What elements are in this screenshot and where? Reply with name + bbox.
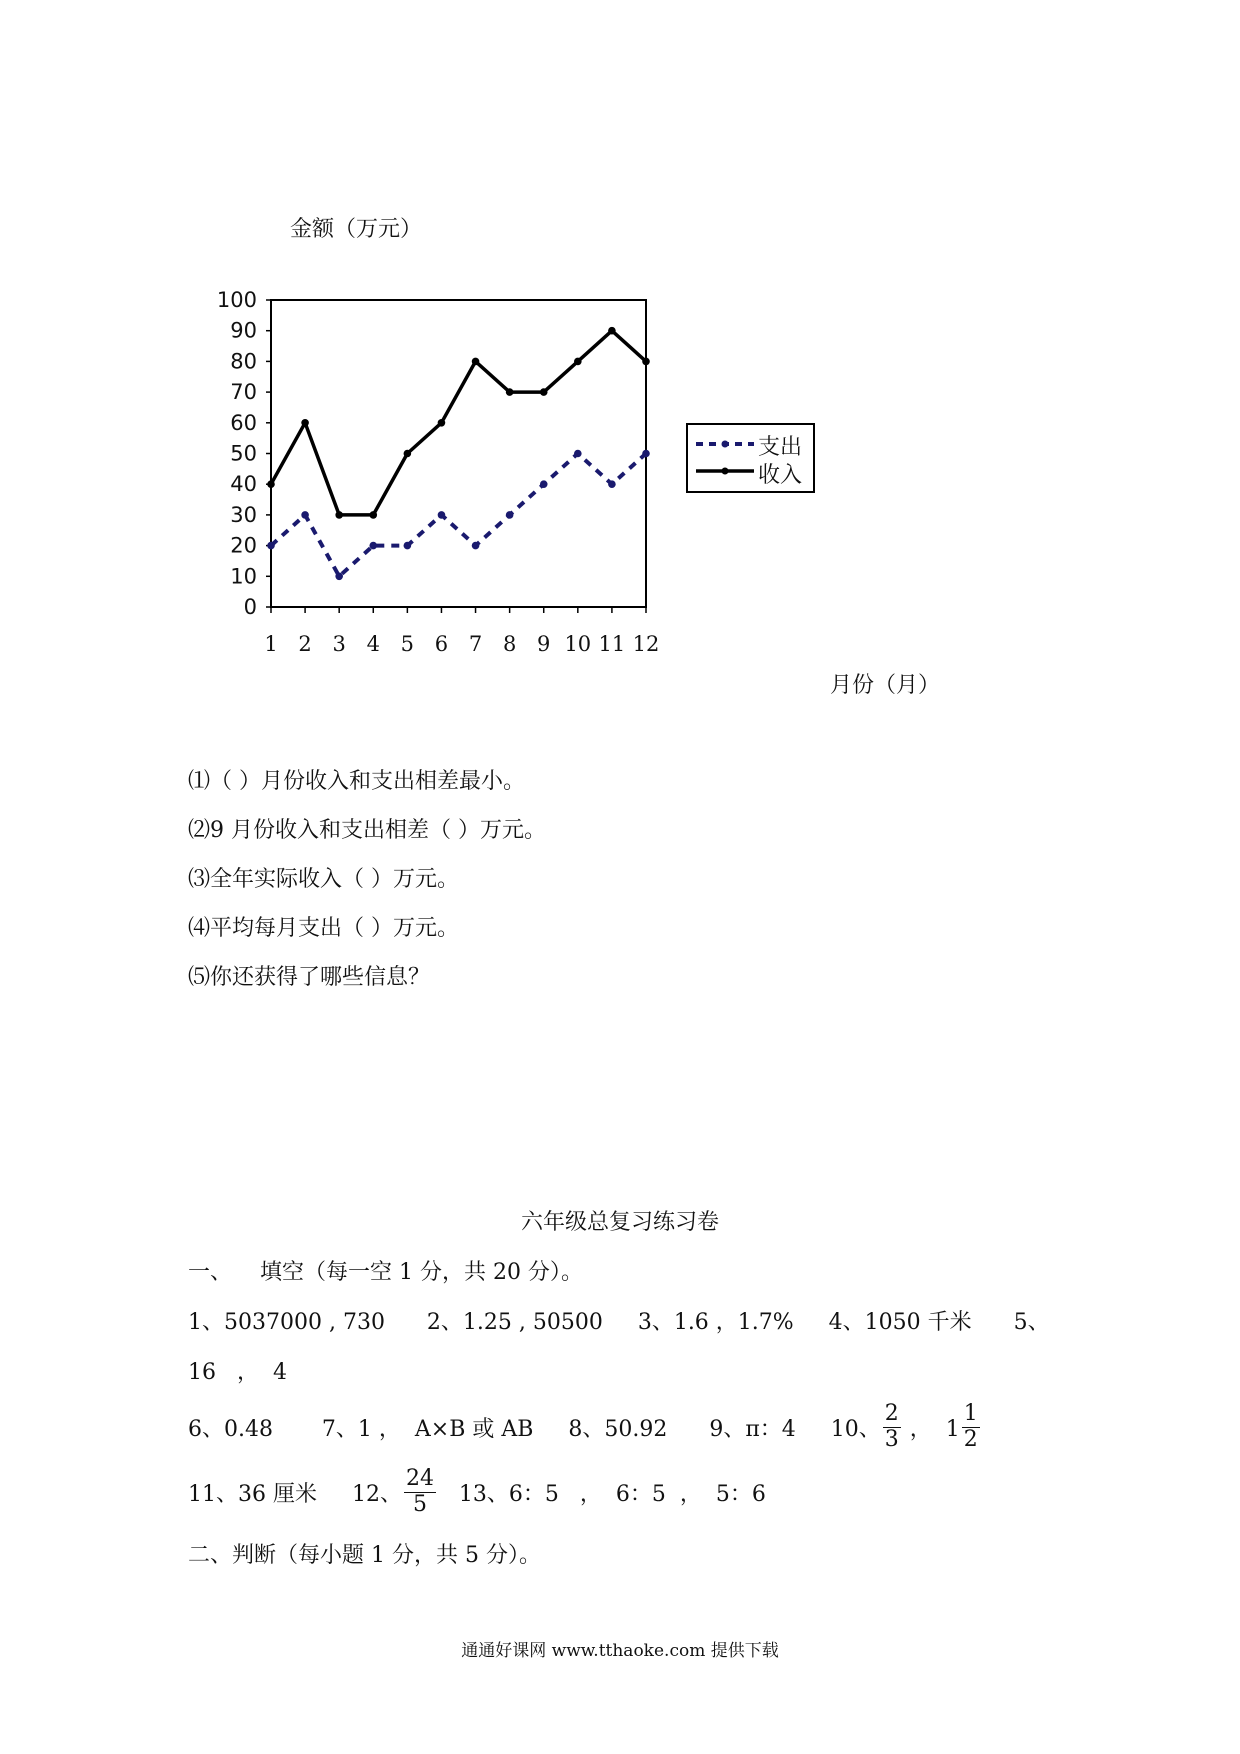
fraction-one-half: [962, 1402, 980, 1451]
y-tick-label: 30: [230, 502, 257, 527]
answer-line-4-rest: 13、6：5 ， 6：5 ， 5：6: [437, 1481, 766, 1507]
page-footer: 通通好课网 www.tthaoke.com 提供下载: [461, 1641, 779, 1661]
fraction-two-thirds: [883, 1402, 901, 1451]
x-tick-label: 11: [598, 632, 626, 656]
answer-line-1: 1、5037000 , 730 2、1.25 , 50500 3、1.6 ，1.7% 4、1050 千米 5、: [188, 1310, 1050, 1335]
fraction-twenty-four-fifths: [404, 1467, 436, 1516]
y-tick-label: 60: [230, 410, 257, 435]
x-tick-label: 7: [468, 632, 483, 656]
x-tick-label: 2: [298, 632, 312, 656]
x-tick-label: 12: [632, 632, 660, 656]
expense-point: [438, 511, 446, 519]
expense-point: [472, 542, 480, 550]
income-point: [540, 388, 548, 396]
y-tick-label: 10: [230, 564, 257, 589]
section-title: 六年级总复习练习卷: [520, 1210, 719, 1235]
x-tick-label: 5: [400, 632, 415, 656]
expense-point: [369, 542, 377, 550]
answer-line-3-text: 6、0.48 7、1 ， A×B 或 AB 8、50.92 9、π：4 10、: [188, 1416, 881, 1442]
legend-expense-label: 支出: [758, 435, 803, 460]
y-tick-label: 40: [230, 472, 257, 497]
y-tick-label: 70: [230, 380, 257, 405]
chart-y-axis-title: 金额（万元）: [290, 217, 423, 242]
expense-point: [506, 511, 514, 519]
question-1: ⑴（ ）月份收入和支出相差最小。: [188, 769, 525, 794]
income-point: [642, 358, 650, 366]
answer-line-3: [188, 1395, 982, 1459]
legend-income-marker: [722, 468, 729, 475]
income-point: [574, 358, 582, 366]
income-point: [506, 388, 514, 396]
income-point: [335, 511, 343, 519]
answer-line-3-separator: ， 1: [902, 1416, 960, 1442]
expense-point: [335, 573, 343, 581]
legend-expense-marker: [722, 441, 729, 448]
question-3: ⑶全年实际收入（ ）万元。: [188, 867, 459, 892]
chart-legend: [686, 423, 815, 493]
x-tick-label: 8: [502, 632, 517, 656]
x-tick-label: 10: [564, 632, 592, 656]
x-tick-label: 1: [264, 632, 278, 656]
y-tick-label: 90: [230, 318, 257, 343]
fraction-numerator: 2: [884, 1401, 899, 1427]
answer-line-2: 16 ， 4: [188, 1360, 287, 1385]
expense-point: [267, 542, 275, 550]
x-tick-label: 4: [366, 632, 380, 656]
answer-line-4-text: 11、36 厘米 12、: [188, 1481, 402, 1507]
y-tick-label: 80: [230, 349, 257, 374]
expense-point: [608, 480, 616, 488]
legend-income-label: 收入: [758, 463, 803, 488]
y-tick-label: 50: [230, 441, 257, 466]
fraction-denominator: 5: [412, 1491, 427, 1517]
income-point: [369, 511, 377, 519]
expense-point: [540, 480, 548, 488]
income-point: [608, 327, 616, 335]
income-point: [301, 419, 309, 427]
expense-point: [404, 542, 412, 550]
answer-line-4: [188, 1460, 766, 1524]
income-point: [267, 480, 275, 488]
fraction-denominator: 3: [884, 1426, 899, 1452]
part1-heading: 一、 填空（每一空 1 分，共 20 分）。: [188, 1260, 583, 1285]
question-5: ⑸你还获得了哪些信息？: [188, 965, 431, 990]
x-tick-label: 6: [434, 632, 449, 656]
y-tick-label: 0: [243, 595, 257, 619]
income-point: [438, 419, 446, 427]
part2-heading: 二、判断（每小题 1 分，共 5 分）。: [188, 1543, 541, 1568]
expense-point: [574, 450, 582, 458]
expense-point: [642, 450, 650, 458]
y-tick-label: 100: [216, 288, 257, 312]
income-expense-line-chart: [200, 280, 720, 670]
question-4: ⑷平均每月支出（ ）万元。: [188, 916, 459, 941]
chart-x-axis-title: 月份（月）: [830, 673, 941, 698]
fraction-numerator: 24: [405, 1466, 434, 1492]
income-point: [404, 450, 412, 458]
expense-point: [301, 511, 309, 519]
y-tick-label: 20: [230, 533, 257, 558]
fraction-denominator: 2: [963, 1426, 978, 1452]
fraction-numerator: 1: [963, 1401, 978, 1427]
question-2: ⑵9 月份收入和支出相差（ ）万元。: [188, 818, 546, 843]
x-tick-label: 3: [332, 632, 346, 656]
plot-frame: [271, 300, 646, 607]
x-tick-label: 9: [537, 632, 551, 656]
income-point: [472, 358, 480, 366]
